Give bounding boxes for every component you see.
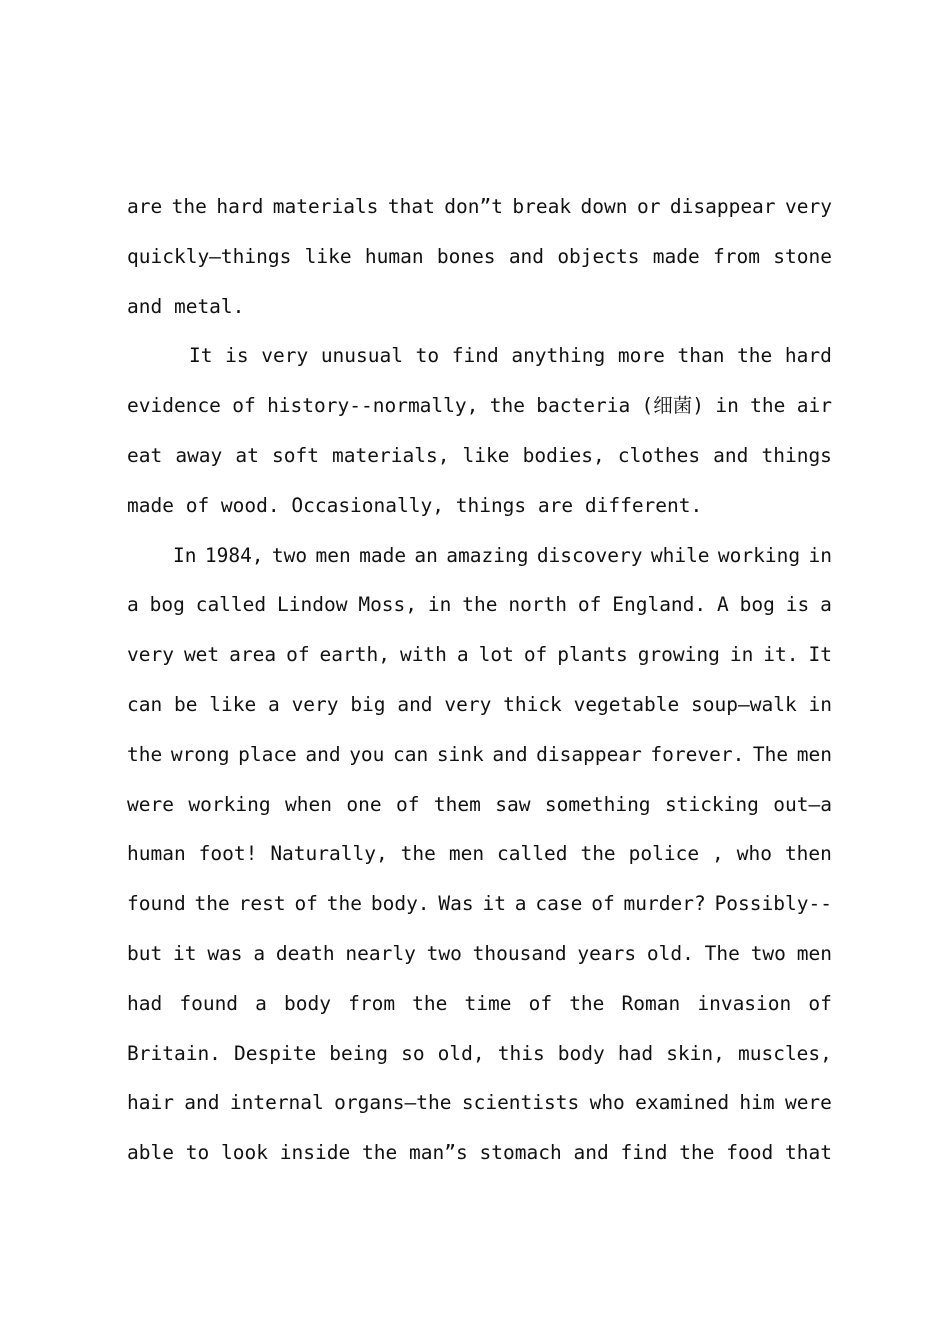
word: found <box>127 892 186 916</box>
word: were <box>784 1091 832 1115</box>
word: 1984, <box>204 543 264 567</box>
word: evidence <box>127 394 221 418</box>
word: out—a <box>773 792 832 816</box>
text-line <box>127 730 832 780</box>
text-line <box>127 1029 832 1079</box>
word: don”t <box>444 195 503 218</box>
text-line <box>127 780 832 830</box>
word: earth, <box>319 643 390 667</box>
word: air <box>796 394 832 418</box>
word: scientists <box>461 1091 580 1115</box>
word: a <box>456 643 469 667</box>
word: bones <box>436 244 496 268</box>
word: human <box>364 244 424 268</box>
word: and <box>305 742 341 766</box>
word: Britain. <box>127 1041 221 1065</box>
word: very <box>784 195 832 218</box>
word: the <box>412 991 448 1015</box>
word: from <box>713 244 760 268</box>
word: working <box>717 543 801 567</box>
word: discovery <box>536 543 643 567</box>
word: time <box>464 991 512 1015</box>
word: that <box>387 195 435 218</box>
word: of <box>395 792 420 816</box>
word: organs—the <box>334 1091 452 1115</box>
word: of <box>577 593 602 617</box>
word: from <box>348 991 396 1015</box>
word: and <box>573 1141 609 1165</box>
word: the <box>362 1141 398 1165</box>
word: be <box>174 692 198 716</box>
word: case <box>535 892 583 916</box>
word: Possibly-- <box>714 892 832 916</box>
word: things <box>761 443 832 467</box>
word: made <box>359 543 407 567</box>
text-line <box>127 1078 832 1128</box>
word: lot <box>478 643 514 667</box>
word: growing <box>637 643 720 667</box>
word: called <box>195 593 267 617</box>
word: at <box>235 443 259 467</box>
word: made <box>652 244 700 268</box>
word: materials <box>272 195 379 218</box>
word: human <box>127 842 186 866</box>
word: with <box>399 643 447 667</box>
word: had <box>617 1041 654 1065</box>
word: while <box>650 543 710 567</box>
word: north <box>508 593 568 617</box>
word: in <box>427 593 452 617</box>
text-line <box>127 929 832 979</box>
word: and <box>508 244 545 268</box>
word: amazing <box>446 543 529 567</box>
word: muscles, <box>737 1041 832 1065</box>
word: in <box>729 643 754 667</box>
word: soft <box>271 443 319 467</box>
word: of <box>232 394 256 418</box>
word: skin, <box>666 1041 725 1065</box>
word: to <box>415 344 440 368</box>
word: this <box>497 1041 545 1065</box>
word: of <box>286 643 310 667</box>
word: invasion <box>697 991 792 1015</box>
word: is <box>225 344 249 368</box>
word: like <box>209 692 257 716</box>
text-line <box>127 431 832 481</box>
word: internal <box>229 1091 324 1115</box>
word: were <box>127 792 174 816</box>
word: wet <box>183 643 220 667</box>
word: a <box>820 593 832 617</box>
word: who <box>589 1091 625 1115</box>
word: England. <box>612 593 707 617</box>
word: and <box>397 692 433 716</box>
word: him <box>739 1091 775 1115</box>
word: a <box>255 991 267 1015</box>
word: the <box>194 892 230 916</box>
word: of <box>294 892 318 916</box>
word: Naturally, <box>270 842 388 866</box>
word: when <box>284 792 332 816</box>
word: old, <box>437 1041 485 1065</box>
word: men <box>448 842 485 866</box>
word: plants <box>557 643 628 667</box>
word: a <box>514 892 527 916</box>
word: Moss, <box>358 593 418 617</box>
word: objects <box>557 244 640 268</box>
word: away <box>175 443 223 467</box>
word: the <box>580 842 616 866</box>
word: men <box>796 941 832 965</box>
text-line <box>127 680 832 730</box>
word: saw <box>495 792 531 816</box>
word: find <box>451 344 499 368</box>
word: materials, <box>332 443 450 467</box>
word: quickly—things <box>127 244 292 268</box>
word: men <box>796 742 832 766</box>
word: working <box>188 792 271 816</box>
word: , <box>712 842 724 866</box>
word: had <box>127 991 163 1015</box>
word: clothes <box>617 443 701 467</box>
word: very <box>291 692 339 716</box>
word: the <box>750 394 786 418</box>
word: than <box>677 344 725 368</box>
word: food <box>726 1141 774 1165</box>
word: eat <box>127 443 163 467</box>
word: very <box>127 643 174 667</box>
text-line <box>127 580 832 630</box>
word: more <box>617 344 665 368</box>
word: body. <box>370 892 430 916</box>
word: them <box>433 792 481 816</box>
word: can <box>127 692 163 716</box>
word: and <box>492 742 528 766</box>
word: something <box>544 792 651 816</box>
word: then <box>784 842 832 866</box>
word: the <box>171 195 207 218</box>
text-line <box>127 232 832 282</box>
word: break <box>512 195 572 218</box>
word: foot! <box>198 842 258 866</box>
word: sink <box>436 742 484 766</box>
word: one <box>346 792 382 816</box>
word: (细菌) <box>641 394 705 418</box>
word: the <box>569 991 605 1015</box>
word: stomach <box>479 1141 562 1165</box>
word: and <box>184 1091 220 1115</box>
word: big <box>350 692 386 716</box>
word: the <box>326 892 362 916</box>
word: disappear <box>669 195 776 218</box>
word: history--normally, <box>267 394 479 418</box>
word: down <box>580 195 628 218</box>
word: of <box>528 991 553 1015</box>
word: Roman <box>621 991 681 1015</box>
body-text <box>127 182 832 1178</box>
word: bacteria <box>536 394 631 418</box>
word: you <box>349 742 385 766</box>
word: anything <box>511 344 606 368</box>
text-line <box>127 381 832 431</box>
word: found <box>179 991 239 1015</box>
word: sticking <box>664 792 759 816</box>
word: body <box>284 991 331 1015</box>
word: like <box>304 244 352 268</box>
text-line: made of wood. Occasionally, things are different. <box>127 493 703 517</box>
word: examined <box>635 1091 730 1115</box>
word: the <box>737 344 773 368</box>
word: old. <box>646 941 694 965</box>
word: bog <box>149 593 185 617</box>
text-line <box>127 182 832 232</box>
word: to <box>185 1141 210 1165</box>
word: two <box>426 941 462 965</box>
word: the <box>462 593 498 617</box>
word: able <box>127 1141 174 1165</box>
word: it. <box>763 643 799 667</box>
word: It <box>189 344 213 368</box>
word: thousand <box>472 941 567 965</box>
word: and <box>713 443 749 467</box>
word: so <box>401 1041 425 1065</box>
word: Lindow <box>277 593 348 617</box>
word: but <box>127 941 163 965</box>
word: a <box>253 941 266 965</box>
word: an <box>414 543 438 567</box>
word: bog <box>739 593 775 617</box>
text-line <box>127 531 832 581</box>
word: area <box>229 643 277 667</box>
word: the <box>127 742 163 766</box>
word: vegetable <box>573 692 680 716</box>
word: called <box>497 842 568 866</box>
word: forever. <box>650 742 745 766</box>
word: very <box>444 692 492 716</box>
word: wrong <box>170 742 230 766</box>
word: it <box>482 892 506 916</box>
word: a <box>127 593 139 617</box>
word: or <box>636 195 661 218</box>
word: years <box>577 941 637 965</box>
text-line: and metal. <box>127 294 245 318</box>
word: rest <box>238 892 286 916</box>
word: man”s <box>409 1141 468 1165</box>
word: Despite <box>234 1041 317 1065</box>
word: look <box>221 1141 268 1165</box>
word: was <box>207 941 243 965</box>
word: in <box>715 394 739 418</box>
word: It <box>808 643 832 667</box>
word: death <box>275 941 335 965</box>
word: stone <box>773 244 832 268</box>
text-line <box>127 331 832 381</box>
word: very <box>261 344 309 368</box>
word: who <box>736 842 772 866</box>
word: soup—walk <box>691 692 797 716</box>
word: body <box>557 1041 605 1065</box>
word: The <box>752 742 789 766</box>
text-line <box>127 630 832 680</box>
word: inside <box>279 1141 351 1165</box>
word: find <box>620 1141 668 1165</box>
word: is <box>785 593 810 617</box>
word: a <box>268 692 280 716</box>
text-line <box>127 879 832 929</box>
word: police <box>628 842 700 866</box>
word: hard <box>216 195 264 218</box>
word: hard <box>784 344 832 368</box>
word: men <box>315 543 351 567</box>
text-line <box>127 979 832 1029</box>
word: murder? <box>623 892 706 916</box>
word: two <box>750 941 786 965</box>
word: two <box>271 543 308 567</box>
word: The <box>704 941 740 965</box>
word: disappear <box>536 742 642 766</box>
word: like <box>462 443 510 467</box>
word: bodies, <box>522 443 605 467</box>
word: being <box>329 1041 388 1065</box>
word: hair <box>127 1091 174 1115</box>
word: in <box>808 543 832 567</box>
text-line <box>127 1128 832 1178</box>
word: are <box>127 195 163 218</box>
word: the <box>489 394 525 418</box>
word: the <box>400 842 436 866</box>
word: the <box>679 1141 715 1165</box>
word: of <box>523 643 548 667</box>
word: of <box>808 991 832 1015</box>
word: unusual <box>320 344 403 368</box>
word: Was <box>438 892 474 916</box>
word: can <box>393 742 429 766</box>
word: of <box>591 892 615 916</box>
text-line <box>127 829 832 879</box>
word: thick <box>503 692 562 716</box>
word: nearly <box>345 941 416 965</box>
word: A <box>717 593 729 617</box>
word: in <box>808 692 832 716</box>
word: In <box>173 543 197 567</box>
word: that <box>785 1141 832 1165</box>
word: place <box>238 742 297 766</box>
word: it <box>173 941 197 965</box>
